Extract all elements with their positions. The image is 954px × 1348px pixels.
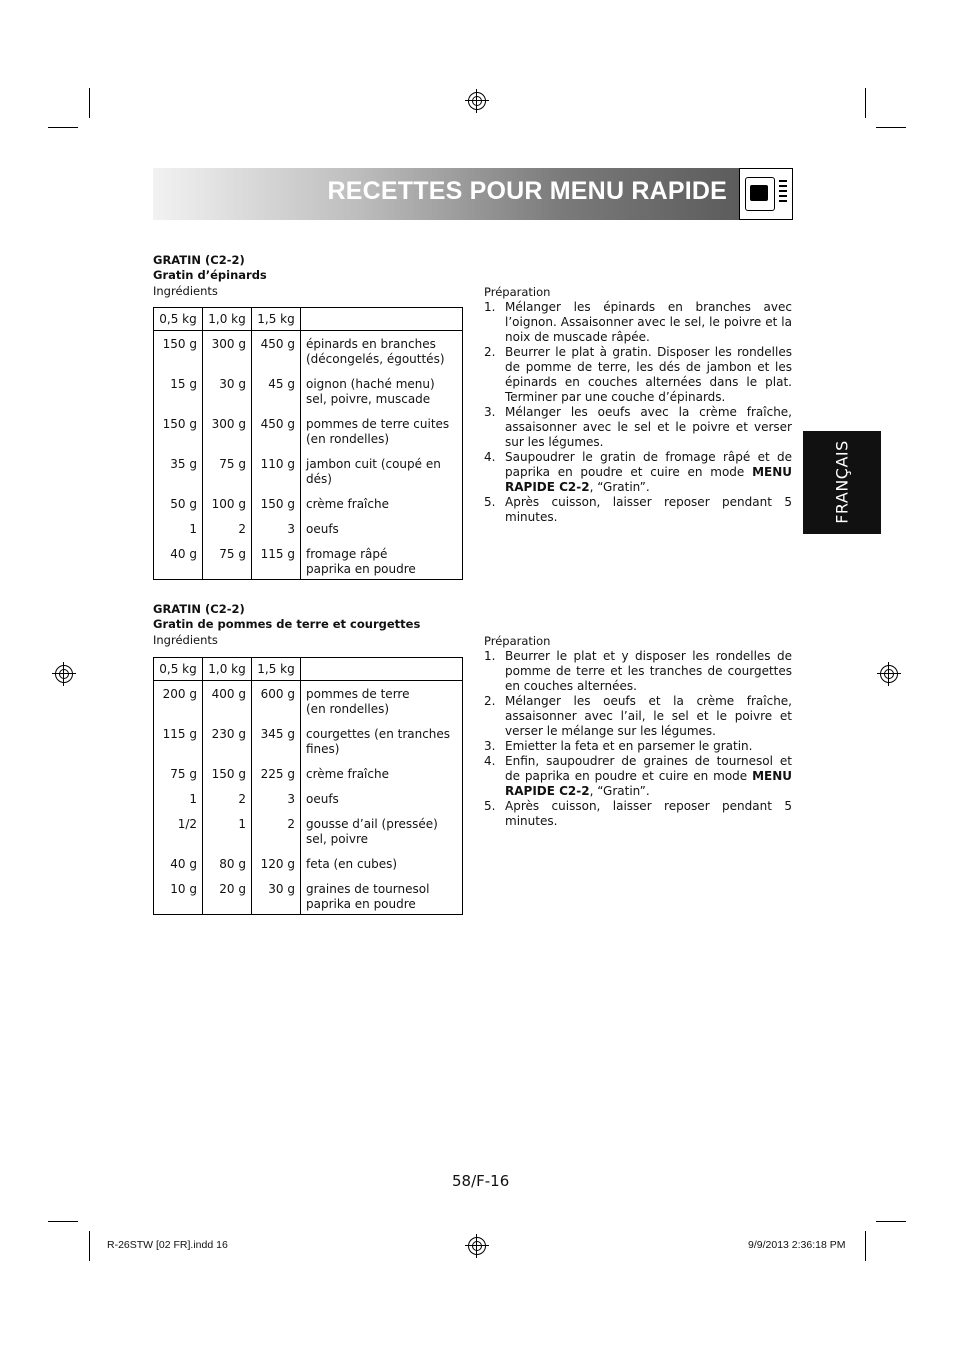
step-number: 3. [484, 739, 496, 753]
column-header [301, 658, 463, 681]
ingredients-table [153, 307, 463, 580]
quantity-cell: 75 g [203, 449, 252, 489]
quantity-cell: 1 [203, 809, 252, 849]
ingredient-cell [301, 681, 463, 720]
table-header-row [154, 308, 463, 331]
preparation-step [484, 649, 792, 694]
recipe-name: Gratin d’épinards [153, 268, 267, 282]
step-text: Mélanger les oeufs avec la crème fraîche, assaisonner avec le sel et le poivre et verser sur les légumes. [505, 405, 792, 449]
quantity-cell: 40 g [154, 849, 203, 874]
ingredient-cell [301, 809, 463, 849]
mode-name: MENU RAPIDE C2-2 [505, 465, 792, 494]
quantity-cell: 600 g [252, 681, 301, 720]
quantity-cell: 115 g [154, 719, 203, 759]
step-number: 5. [484, 495, 496, 509]
ingredient-name: oeufs [306, 522, 339, 536]
quantity-cell: 300 g [203, 409, 252, 449]
recipe-name: Gratin de pommes de terre et courgettes [153, 617, 421, 631]
preparation-step [484, 300, 792, 345]
preparation-step [484, 405, 792, 450]
column-header: 1,0 kg [203, 658, 252, 681]
preparation-step [484, 694, 792, 739]
crop-mark [876, 127, 906, 128]
ingredient-name: gousse d’ail (pressée) [306, 817, 438, 831]
table-row [154, 849, 463, 874]
quantity-cell: 110 g [252, 449, 301, 489]
ingredient-cell [301, 759, 463, 784]
step-number: 4. [484, 754, 496, 768]
ingredient-cell [301, 849, 463, 874]
table-row [154, 331, 463, 370]
table-row [154, 809, 463, 849]
table-row [154, 681, 463, 720]
step-number: 5. [484, 799, 496, 813]
column-header: 1,0 kg [203, 308, 252, 331]
recipe-code: GRATIN (C2-2) [153, 602, 245, 616]
ingredient-name: crème fraîche [306, 767, 389, 781]
preparation-step [484, 345, 792, 405]
registration-mark-icon [468, 92, 486, 110]
step-number: 2. [484, 694, 496, 708]
quantity-cell: 150 g [203, 759, 252, 784]
quantity-cell: 30 g [252, 874, 301, 915]
quantity-cell: 2 [203, 784, 252, 809]
footer-file-info: R-26STW [02 FR].indd 16 [107, 1239, 228, 1251]
table-row [154, 719, 463, 759]
ingredient-name: graines de tournesol [306, 882, 430, 896]
preparation-step [484, 739, 792, 754]
quantity-cell: 150 g [154, 409, 203, 449]
ingredient-name: pommes de terre [306, 687, 410, 701]
quantity-cell: 45 g [252, 369, 301, 409]
language-tab [803, 431, 881, 534]
ingredient-name: oignon (haché menu) [306, 377, 435, 391]
ingredient-name: courgettes (en tranches [306, 727, 451, 741]
ingredient-cell [301, 489, 463, 514]
quantity-cell: 450 g [252, 331, 301, 370]
column-header: 0,5 kg [154, 308, 203, 331]
ingredient-cell [301, 539, 463, 580]
crop-mark [89, 1231, 90, 1261]
quantity-cell: 300 g [203, 331, 252, 370]
quantity-cell: 15 g [154, 369, 203, 409]
column-header [301, 308, 463, 331]
table-row [154, 874, 463, 915]
ingredient-name: oeufs [306, 792, 339, 806]
preparation-label: Préparation [484, 634, 551, 648]
ingredient-detail: paprika en poudre [306, 562, 416, 576]
crop-mark [89, 88, 90, 118]
registration-mark-icon [468, 1237, 486, 1255]
step-text: Mélanger les oeufs et la crème fraîche, assaisonner avec l’ail, le sel et le poivre et verser le mélange sur les légumes. [505, 694, 792, 738]
footer-datetime: 9/9/2013 2:36:18 PM [748, 1239, 846, 1251]
page-number: 58/F-16 [452, 1172, 510, 1190]
mode-name: MENU RAPIDE C2-2 [505, 769, 792, 798]
page-title: RECETTES POUR MENU RAPIDE [327, 177, 727, 205]
quantity-cell: 400 g [203, 681, 252, 720]
ingredients-table [153, 657, 463, 915]
step-text: , “Gratin”. [589, 480, 650, 494]
step-number: 1. [484, 300, 496, 314]
microwave-icon [739, 168, 793, 220]
crop-mark [865, 88, 866, 118]
quantity-cell: 80 g [203, 849, 252, 874]
ingredient-cell [301, 369, 463, 409]
ingredient-cell [301, 514, 463, 539]
step-text: Enfin, saupoudrer de graines de tournesol et de paprika en poudre et cuire en mode [505, 754, 792, 783]
ingredient-detail: sel, poivre [306, 832, 369, 846]
quantity-cell: 50 g [154, 489, 203, 514]
step-text: Après cuisson, laisser reposer pendant 5 minutes. [505, 799, 792, 828]
preparation-step [484, 754, 792, 799]
preparation-step [484, 450, 792, 495]
step-number: 4. [484, 450, 496, 464]
table-row [154, 369, 463, 409]
ingredient-cell [301, 719, 463, 759]
ingredient-detail: (en rondelles) [306, 702, 390, 716]
ingredient-detail: (en rondelles) [306, 432, 390, 446]
quantity-cell: 3 [252, 784, 301, 809]
quantity-cell: 450 g [252, 409, 301, 449]
crop-mark [876, 1221, 906, 1222]
step-number: 3. [484, 405, 496, 419]
table-row [154, 514, 463, 539]
step-text: Mélanger les épinards en branches avec l’oignon. Assaisonner avec le sel, le poivre et la noix de muscade râpée. [505, 300, 792, 344]
quantity-cell: 2 [203, 514, 252, 539]
quantity-cell: 75 g [154, 759, 203, 784]
quantity-cell: 100 g [203, 489, 252, 514]
quantity-cell: 225 g [252, 759, 301, 784]
quantity-cell: 150 g [252, 489, 301, 514]
quantity-cell: 2 [252, 809, 301, 849]
ingredient-cell [301, 874, 463, 915]
column-header: 1,5 kg [252, 308, 301, 331]
ingredient-detail: paprika en poudre [306, 897, 416, 911]
ingredient-cell [301, 449, 463, 489]
ingredients-label: Ingrédients [153, 284, 218, 298]
ingredient-cell [301, 331, 463, 370]
ingredient-name: feta (en cubes) [306, 857, 398, 871]
ingredient-name: jambon cuit (coupé en dés) [306, 457, 441, 486]
table-row [154, 449, 463, 489]
column-header: 0,5 kg [154, 658, 203, 681]
registration-mark-icon [880, 665, 898, 683]
preparation-step [484, 495, 792, 525]
preparation-step [484, 799, 792, 829]
quantity-cell: 30 g [203, 369, 252, 409]
quantity-cell: 1 [154, 784, 203, 809]
quantity-cell: 35 g [154, 449, 203, 489]
header-banner [153, 168, 739, 220]
quantity-cell: 230 g [203, 719, 252, 759]
table-row [154, 539, 463, 580]
step-text: Beurrer le plat et y disposer les rondelles de pomme de terre et les tranches de courgettes en couches alternées. [505, 649, 792, 693]
quantity-cell: 40 g [154, 539, 203, 580]
quantity-cell: 10 g [154, 874, 203, 915]
step-text: Beurrer le plat à gratin. Disposer les rondelles de pomme de terre, les dés de jambon et les épinards en couches alternées dans le plat. Terminer par une couche d’épinards. [505, 345, 792, 404]
preparation-steps [484, 649, 792, 829]
quantity-cell: 3 [252, 514, 301, 539]
ingredient-name: crème fraîche [306, 497, 389, 511]
step-number: 1. [484, 649, 496, 663]
quantity-cell: 20 g [203, 874, 252, 915]
crop-mark [865, 1231, 866, 1261]
quantity-cell: 200 g [154, 681, 203, 720]
table-row [154, 759, 463, 784]
quantity-cell: 1/2 [154, 809, 203, 849]
ingredient-name: pommes de terre cuites [306, 417, 450, 431]
step-text: Après cuisson, laisser reposer pendant 5 minutes. [505, 495, 792, 524]
ingredient-detail: sel, poivre, muscade [306, 392, 431, 406]
quantity-cell: 115 g [252, 539, 301, 580]
preparation-steps [484, 300, 792, 525]
step-text: Saupoudrer le gratin de fromage râpé et de paprika en poudre et cuire en mode [505, 450, 792, 479]
column-header: 1,5 kg [252, 658, 301, 681]
crop-mark [48, 127, 78, 128]
quantity-cell: 150 g [154, 331, 203, 370]
recipe-code: GRATIN (C2-2) [153, 253, 245, 267]
quantity-cell: 120 g [252, 849, 301, 874]
table-row [154, 489, 463, 514]
ingredient-cell [301, 784, 463, 809]
step-text: Emietter la feta et en parsemer le gratin. [505, 739, 753, 753]
ingredient-cell [301, 409, 463, 449]
table-row [154, 409, 463, 449]
quantity-cell: 345 g [252, 719, 301, 759]
crop-mark [48, 1221, 78, 1222]
step-number: 2. [484, 345, 496, 359]
ingredient-name: fromage râpé [306, 547, 388, 561]
table-header-row [154, 658, 463, 681]
step-text: , “Gratin”. [589, 784, 650, 798]
ingredient-detail: (décongelés, égouttés) [306, 352, 445, 366]
ingredients-label: Ingrédients [153, 633, 218, 647]
ingredient-name: épinards en branches [306, 337, 436, 351]
quantity-cell: 75 g [203, 539, 252, 580]
language-label: FRANÇAIS [832, 440, 852, 524]
preparation-label: Préparation [484, 285, 551, 299]
quantity-cell: 1 [154, 514, 203, 539]
ingredient-detail: fines) [306, 742, 340, 756]
table-row [154, 784, 463, 809]
registration-mark-icon [55, 665, 73, 683]
